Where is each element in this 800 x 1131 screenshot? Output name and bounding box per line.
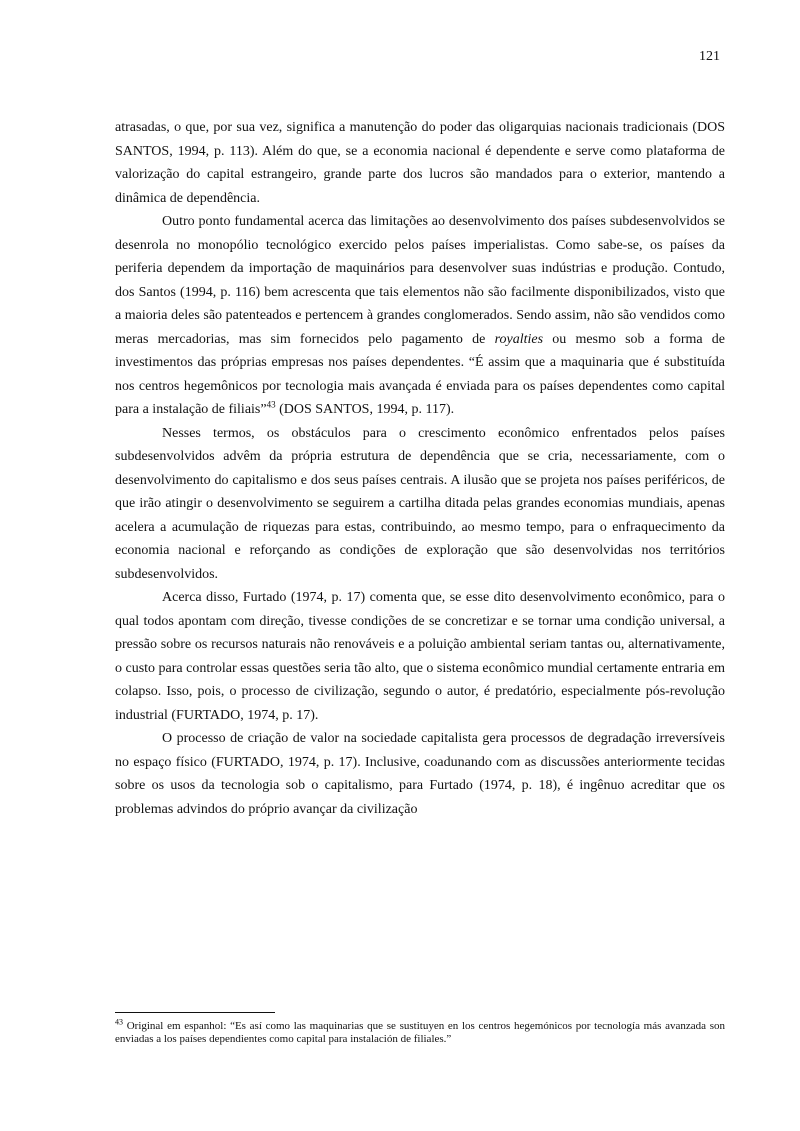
footnote-text: Original em espanhol: “Es así como las maquinarias que se sustituyen en los centros hegemónicos por tecnología más avanzada son enviadas a los países dependientes como capital para instalación de filiales.” [115, 1020, 725, 1045]
footnote-divider [115, 1012, 275, 1013]
footnote-number: 43 [115, 1017, 123, 1027]
paragraph-2-text-a: Outro ponto fundamental acerca das limitações ao desenvolvimento dos países subdesenvolvidos se desenrola no monopólio tecnológico exercido pelos países imperialistas. Como sabe-se, os países da periferia dependem da importação de maquinários para desenvolver suas indústrias e produção. Contudo, dos Santos (1994, p. 116) bem acrescenta que tais elementos não são facilmente disponibilizados, visto que a maioria deles são patenteados e pertencem à grandes conglomerados. Sendo assim, não são vendidos como meras mercadorias, mas sim fornecidos pelo pagamento de [115, 214, 725, 347]
page-number: 121 [699, 49, 720, 64]
paragraph-1: atrasadas, o que, por sua vez, significa a manutenção do poder das oligarquias nacionais tradicionais (DOS SANTOS, 1994, p. 113). Além do que, se a economia nacional é dependente e serve como plataforma de valorização do capital estrangeiro, grande parte dos lucros são mandados para o exterior, mantendo a dinâmica de dependência. [115, 120, 725, 206]
paragraph-5: O processo de criação de valor na sociedade capitalista gera processos de degradação irreversíveis no espaço físico (FURTADO, 1974, p. 17). Inclusive, coadunando com as discussões anteriormente tecidas sobre os usos da tecnologia sob o capitalismo, para Furtado (1974, p. 18), é ingênuo acreditar que os problemas advindos do próprio avançar da civilização [115, 731, 725, 817]
footnote [115, 1017, 725, 1046]
paragraph-4: Acerca disso, Furtado (1974, p. 17) comenta que, se esse dito desenvolvimento econômico, para o qual todos apontam com direção, tivesse condições de se concretizar e se tornar uma condição universal, a pressão sobre os recursos naturais não renováveis e a poluição ambiental seriam tantas ou, alternativamente, o custo para controlar essas questões seria tão alto, que o sistema econômico mundial certamente entraria em colapso. Isso, pois, o processo de civilização, segundo o autor, é predatório, especialmente pós-revolução industrial (FURTADO, 1974, p. 17). [115, 590, 725, 723]
body-text [115, 116, 725, 821]
paragraph-3: Nesses termos, os obstáculos para o crescimento econômico enfrentados pelos países subdesenvolvidos advêm da própria estrutura de dependência que se cria, necessariamente, com o desenvolvimento do capitalismo e dos seus países centrais. A ilusão que se projeta nos países periféricos, de que irão atingir o desenvolvimento se seguirem a cartilha ditada pelas grandes economias mundiais, apenas acelera a acumulação de riquezas para estas, contribuindo, ao mesmo tempo, para o enfraquecimento da economia nacional e reforçando as condições de exploração que são desenvolvidas nos territórios subdesenvolvidos. [115, 425, 725, 582]
paragraph-2-text-c: (DOS SANTOS, 1994, p. 117). [275, 402, 455, 417]
paragraph-2 [115, 210, 725, 422]
royalties-italic: royalties [494, 331, 544, 347]
paragraph-2-text-b: ou mesmo sob a forma de investimentos das próprias empresas nos países dependentes. “É assim que a maquinaria que é substituída nos centros hegemônicos por tecnologia mais avançada é enviada para os países dependentes como capital para a instalação de filiais” [115, 331, 725, 417]
footnote-reference[interactable]: 43 [266, 399, 276, 410]
